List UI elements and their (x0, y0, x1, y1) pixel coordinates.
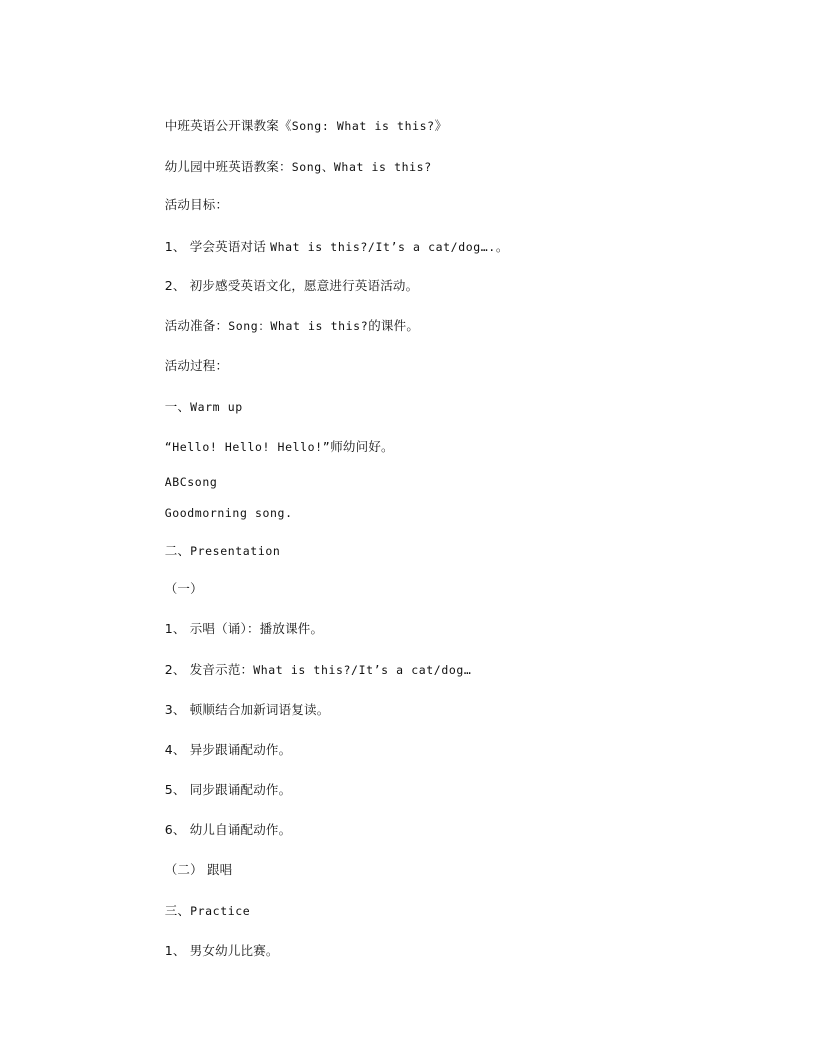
text-cn: 活动目标： (164, 197, 229, 212)
text-cn: 5、 同步跟诵配动作。 (164, 782, 292, 797)
text-cn: 1、 男女幼儿比赛。 (164, 943, 279, 958)
text-cn: 》 (434, 118, 448, 133)
text-cn: 。 (495, 239, 509, 254)
text-cn: 3、 顿顺结合加新词语复读。 (164, 702, 330, 717)
text-en: ABCsong (164, 475, 218, 489)
text-cn: 二、 (164, 543, 191, 558)
text-en: Goodmorning song. (164, 506, 293, 520)
text-en: Practice (190, 904, 251, 918)
text-cn: 一、 (164, 399, 191, 414)
text-cn: 1、 示唱（诵）：播放课件。 (164, 621, 324, 636)
text-cn: 中班英语公开课教案《 (164, 118, 292, 133)
text-en: Presentation (190, 544, 281, 558)
text-cn: 的课件。 (368, 318, 420, 333)
text-en: Song、What is this? (291, 160, 432, 174)
text-en: “Hello! Hello! Hello!” (164, 440, 331, 454)
text-en: Song: What is this? (291, 119, 435, 133)
section-heading-goals (148, 181, 228, 229)
text-en: What is this?/It’s a cat/dog…. (270, 240, 496, 254)
text-en: What is this?/It’s a cat/dog… (253, 663, 472, 677)
text-cn: 4、 异步跟诵配动作。 (164, 742, 292, 757)
text-cn: 师幼问好。 (330, 439, 394, 454)
text-cn: （一） (164, 581, 203, 596)
text-cn: （二） 跟唱 (164, 862, 233, 877)
text-cn: 2、 初步感受英语文化，愿意进行英语活动。 (164, 278, 419, 293)
text-cn: 活动准备： (164, 318, 229, 333)
text-cn: 活动过程： (164, 358, 229, 373)
text-cn: 三、 (164, 903, 191, 918)
text-cn: 幼儿园中班英语教案： (164, 159, 292, 174)
text-en: Song：What is this? (228, 319, 369, 333)
text-cn: 2、 发音示范： (164, 662, 254, 677)
text-en: Warm up (190, 400, 243, 414)
practice-item-1 (148, 927, 279, 975)
text-cn: 6、 幼儿自诵配动作。 (164, 822, 292, 837)
text-cn: 1、 学会英语对话 (164, 239, 271, 254)
